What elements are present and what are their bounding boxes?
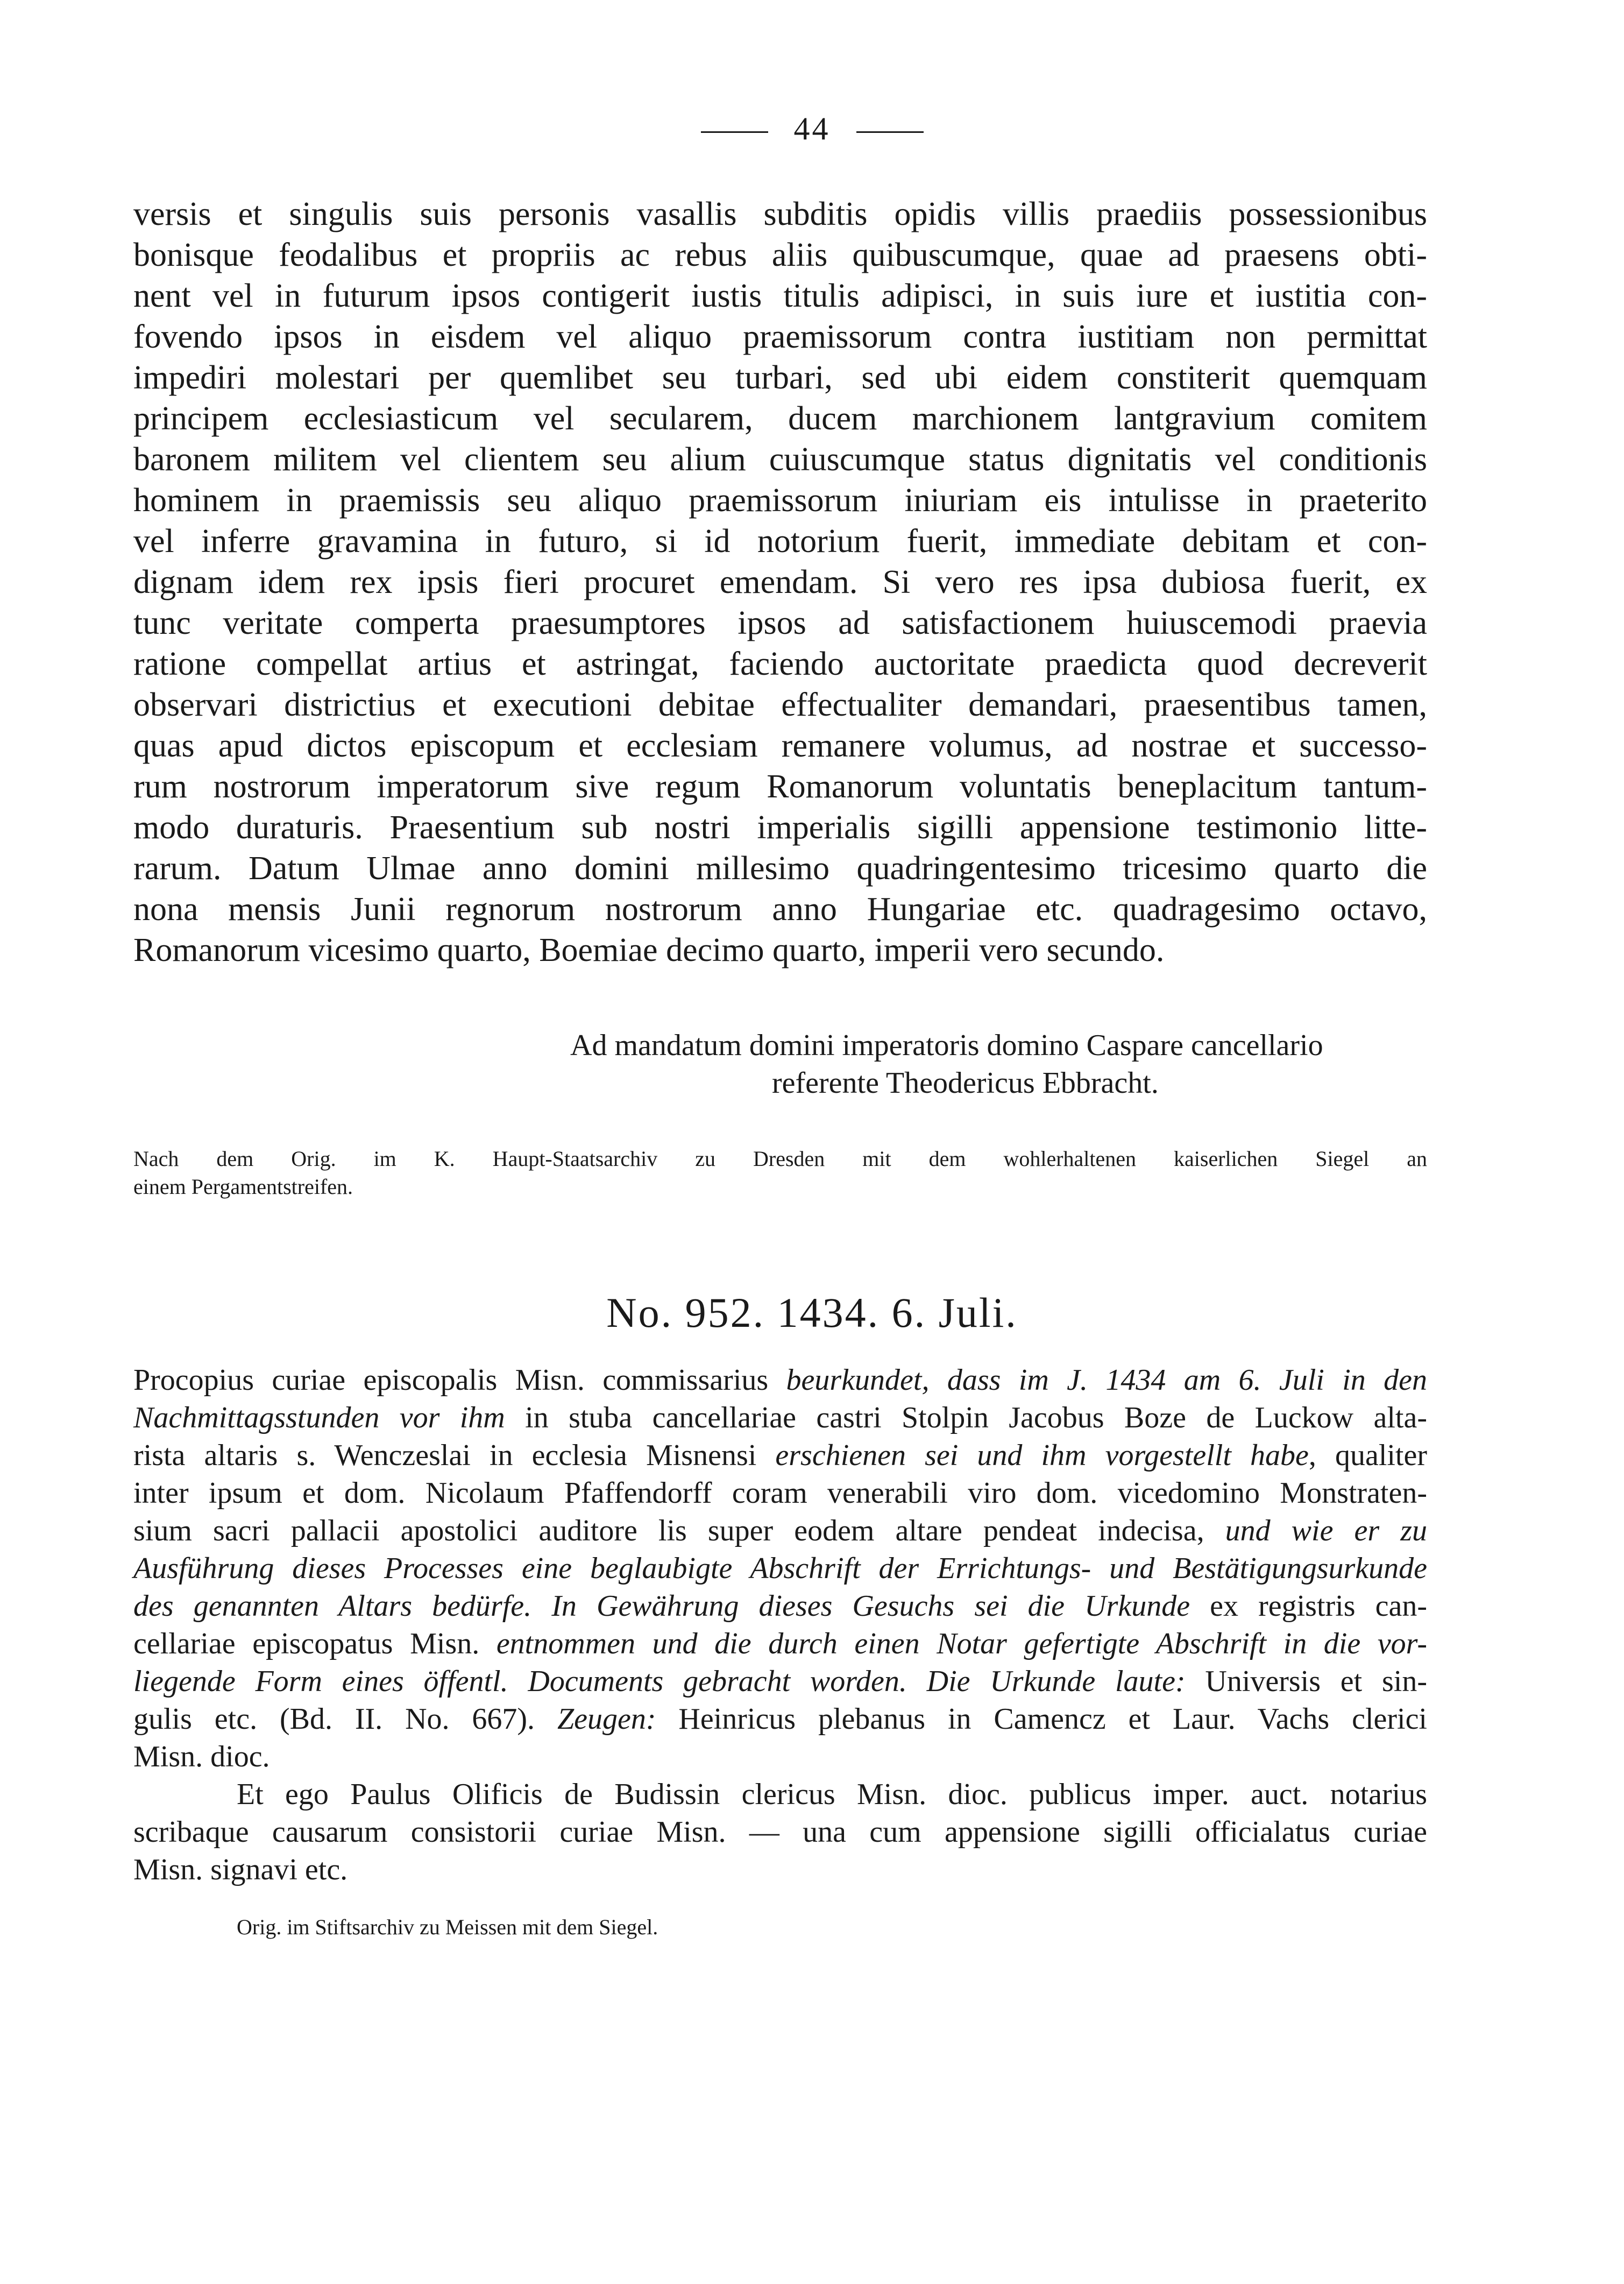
regest-line: Nachmittagsstunden vor ihm in stuba cancellariae castri Stolpin Jacobus Boze de Luckow alta- <box>133 1401 1427 1434</box>
charter-line: rarum. Datum Ulmae anno domini millesimo quadringentesimo tricesimo quarto die <box>133 850 1427 887</box>
charter-line: observari districtius et executioni debitae effectualiter demandari, praesentibus tamen, <box>133 687 1427 723</box>
document-title: No. 952. 1434. 6. Juli. <box>606 1289 1018 1336</box>
charter-line: baronem militem vel clientem seu alium cuiuscumque status dignitatis vel conditionis <box>133 441 1427 478</box>
regest-line: Misn. dioc. <box>133 1740 270 1773</box>
regest-line: cellariae episcopatus Misn. entnommen und die durch einen Notar gefertigte Abschrift in die vor- <box>133 1627 1428 1660</box>
charter-line: nona mensis Junii regnorum nostrorum anno Hungariae etc. quadragesimo octavo, <box>133 891 1427 928</box>
regest-line: gulis etc. (Bd. II. No. 667). Zeugen: Heinricus plebanus in Camencz et Laur. Vachs clerici <box>133 1702 1427 1736</box>
charter-line: dignam idem rex ipsis fieri procuret emendam. Si vero res ipsa dubiosa fuerit, ex <box>133 564 1427 600</box>
header-rule-left <box>701 131 768 133</box>
regest-line: inter ipsum et dom. Nicolaum Pfaffendorff coram venerabili viro dom. vicedomino Monstraten- <box>133 1476 1427 1510</box>
charter-line: principem ecclesiasticum vel secularem, ducem marchionem lantgravium comitem <box>133 400 1427 437</box>
charter-line: modo duraturis. Praesentium sub nostri imperialis sigilli appensione testimonio litte- <box>133 809 1427 846</box>
charter-line: fovendo ipsos in eisdem vel aliquo praemissorum contra iustitiam non permittat <box>133 319 1427 355</box>
page-header <box>0 110 1624 147</box>
charter-line: Romanorum vicesimo quarto, Boemiae decimo quarto, imperii vero secundo. <box>133 932 1165 968</box>
charter-line: versis et singulis suis personis vasallis subditis opidis villis praediis possessionibus <box>133 196 1427 232</box>
notary-line: Et ego Paulus Olificis de Budissin clericus Misn. dioc. publicus imper. auct. notarius <box>237 1778 1427 1811</box>
regest-line: sium sacri pallacii apostolici auditore lis super eodem altare pendeat indecisa, und wie er zu <box>133 1514 1427 1547</box>
origin-note: Orig. im Stiftsarchiv zu Meissen mit dem Siegel. <box>237 1915 658 1939</box>
regest-line: Procopius curiae episcopalis Misn. commissarius beurkundet, dass im J. 1434 am 6. Juli in den <box>133 1363 1428 1397</box>
regest-line: des genannten Altars bedürfe. In Gewährung dieses Gesuchs sei die Urkunde ex registris can- <box>133 1589 1427 1623</box>
charter-line: tunc veritate comperta praesumptores ipsos ad satisfactionem huiuscemodi praevia <box>133 605 1427 641</box>
charter-line: vel inferre gravamina in futuro, si id notorium fuerit, immediate debitam et con- <box>133 523 1427 560</box>
notary-line: Misn. signavi etc. <box>133 1853 348 1886</box>
header-rule-right <box>856 131 924 133</box>
charter-line: hominem in praemissis seu aliquo praemissorum iniuriam eis intulisse in praeterito <box>133 482 1427 519</box>
charter-line: nent vel in futurum ipsos contigerit iustis titulis adipisci, in suis iure et iustitia con- <box>133 278 1427 314</box>
chancery-note-signature: referente Theodericus Ebbracht. <box>772 1066 1159 1100</box>
regest-line: Ausführung dieses Processes eine beglaubigte Abschrift der Errichtungs- und Bestätigungsurkunde <box>133 1552 1427 1585</box>
source-note: Nach dem Orig. im K. Haupt-Staatsarchiv zu Dresden mit dem wohlerhaltenen kaiserlichen Siegel an <box>133 1147 1427 1171</box>
notary-line: scribaque causarum consistorii curiae Misn. — una cum appensione sigilli officialatus curiae <box>133 1815 1427 1849</box>
charter-line: ratione compellat artius et astringat, faciendo auctoritate praedicta quod decreverit <box>133 646 1427 682</box>
charter-line: bonisque feodalibus et propriis ac rebus aliis quibuscumque, quae ad praesens obti- <box>133 237 1427 273</box>
regest-line: rista altaris s. Wenczeslai in ecclesia Misnensi erschienen sei und ihm vorgestellt habe, qualiter <box>133 1439 1427 1472</box>
charter-line: rum nostrorum imperatorum sive regum Romanorum voluntatis beneplacitum tantum- <box>133 768 1427 805</box>
charter-line: quas apud dictos episcopum et ecclesiam remanere volumus, ad nostrae et successo- <box>133 727 1427 764</box>
chancery-note: Ad mandatum domini imperatoris domino Caspare cancellario <box>570 1029 1323 1062</box>
source-note-continued: einem Pergamentstreifen. <box>133 1175 353 1199</box>
charter-line: impediri molestari per quemlibet seu turbari, sed ubi eidem constiterit quemquam <box>133 359 1427 396</box>
page-number: 44 <box>793 111 831 146</box>
regest-line: liegende Form eines öffentl. Documents gebracht worden. Die Urkunde laute: Universis et sin- <box>133 1665 1427 1698</box>
